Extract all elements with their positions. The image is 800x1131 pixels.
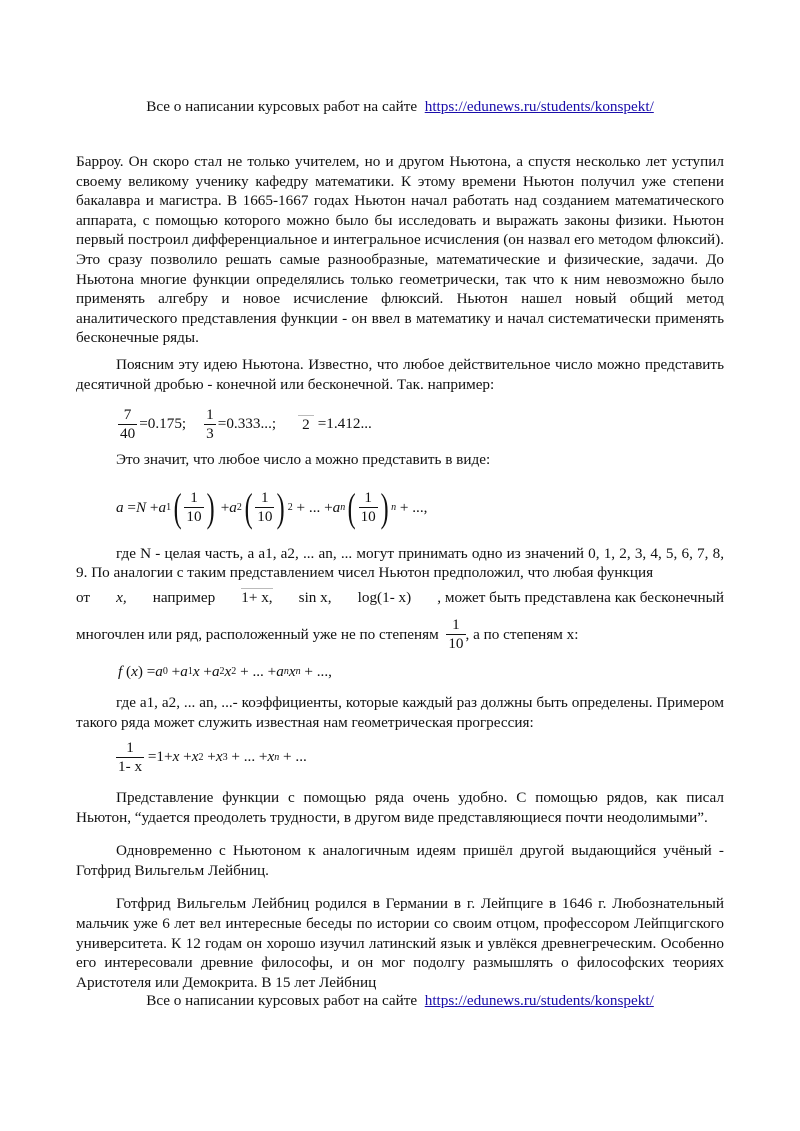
footer-link[interactable]: https://edunews.ru/students/konspekt/ (424, 992, 654, 1009)
paragraph-7: Одновременно с Ньютоном к аналогичным идеям пришёл другой выдающийся учёный - Готфрид Вильгельм Лейбниц. (76, 842, 724, 879)
header-text: Все о написании курсовых работ на сайте (146, 98, 418, 115)
equation-function-series: f ( x ) = a 0 + a 1 x + a 2 x 2 + ... + a n x n + ..., (118, 662, 332, 680)
page-footer (0, 992, 800, 1010)
equation-number-series: a = N + a 1 ( $\frac{1}{10}$ ) + a 2 ( $\frac{1}{10}$ ) 2 + ... + a n ( $\frac{1}{10}$ ) n + ..., (116, 484, 428, 530)
paragraph-4-end: многочлен или ряд, расположенный уже не по степеням $\frac{1}{10}$ , а по степеням х: (76, 616, 579, 653)
paragraph-5: где а1, а2, ... аn, ...- коэффициенты, которые каждый раз должны быть определены. Примером такого ряда может служить известная нам геометрическая прогрессия: (76, 693, 724, 731)
paragraph-6: Представление функции с помощью ряда очень удобно. С помощью рядов, как писал Ньютон, “удается преодолеть трудности, в другом виде представляющиеся почти неодолимыми”. (76, 789, 724, 826)
page-header (0, 98, 800, 116)
header-link[interactable]: https://edunews.ru/students/konspekt/ (424, 98, 654, 115)
footer-text: Все о написании курсовых работ на сайте (146, 992, 418, 1009)
paragraph-1: Барроу. Он скоро стал не только учителем, но и другом Ньютона, а спустя несколько лет уступил своему великому ученику кафедру математики. К этому времени Ньютон получил уже степени бакалавра и магистра. В 1665-1667 годах Ньютон начал работать над созданием математического аппарата, с помощью которого можно было бы исследовать и выражать законы физики. Ньютон первый построил дифференциальное и интегральное исчисления (он назвал его методом флюксий). Это сразу позволило решать самые разнообразные, математические и физические, задачи. До Ньютона многие функции определялись только геометрически, так что к ним невозможно было применять алгебру и новое исчисление флюксий. Ньютон нашел новый общий метод аналитического представления функции - он ввел в математику и начал систематически применять бесконечные ряды. (76, 153, 724, 347)
paragraph-8: Готфрид Вильгельм Лейбниц родился в Германии в г. Лейпциге в 1646 г. Любознательный мальчик уже 6 лет вел интересные беседы по истории со своим отцом, профессором Лейпцигского университета. К 12 годам он хорошо изучил латинский язык и увлёкся древнегреческим. Особенно его интересовали древние философы, и он мог подолгу размышлять о философских теориях Аристотеля или Демокрита. В 15 лет Лейбниц (76, 895, 724, 991)
document-body (76, 152, 724, 992)
paragraph-3: Это значит, что любое число а можно представить в виде: (116, 451, 491, 469)
equation-geometric-series: $\frac{1}{1- x}$ =1+ x + x 2 + x 3 + ... + x n + ... (118, 738, 307, 775)
paragraph-4: где N - целая часть, а a1, a2, ... an, ... могут принимать одно из значений 0, 1, 2, 3, 4, 5, 6, 7, 8, 9. По аналогии с таким представлением чисел Ньютон предположил, что любая функция (76, 544, 724, 582)
paragraph-4-line: от x, например 1+ x, sin x, log(1- x) , может быть представлена как бесконечный (76, 588, 724, 607)
paragraph-2: Поясним эту идею Ньютона. Известно, что любое действительное число можно представить десятичной дробью - конечной или бесконечной. Так. например: (76, 355, 724, 393)
equation-decimals: $\frac{7}{40}$ =0.175; $\frac{1}{3}$ =0.333...; 2 =1.412... (120, 405, 372, 442)
